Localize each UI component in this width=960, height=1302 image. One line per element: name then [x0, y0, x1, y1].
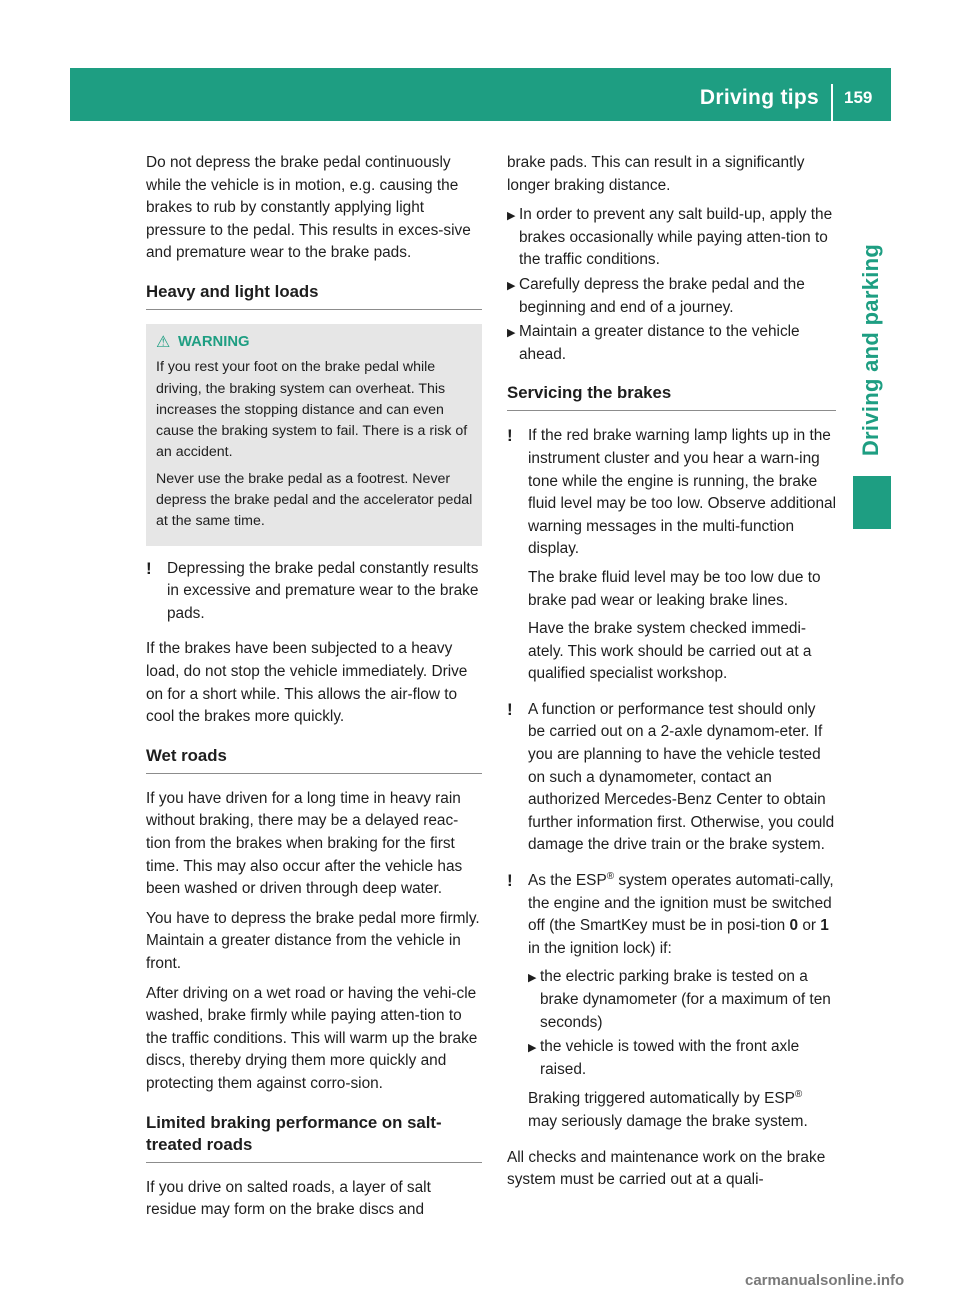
bullet-icon: ▶ — [507, 210, 516, 223]
list-item: ▶ the electric parking brake is tested on a brake dynamometer (for a maximum of ten seconds) — [528, 966, 836, 1034]
warning-label: WARNING — [178, 333, 250, 350]
warning-paragraph: Never use the brake pedal as a footrest. Never depress the brake pedal and the accelerator pedal at the same time. — [156, 470, 473, 530]
note-text: The brake fluid level may be too low due to brake pad wear or leaking brake lines. — [528, 568, 821, 609]
note-text: If the red brake warning lamp lights up in the instrument cluster and you hear a warn-ing tone while the engine is running, the brake fluid level may be too low. Observe additional warning messages in the multi-function display. — [528, 427, 836, 558]
list-item: ▶ the vehicle is towed with the front axle raised. — [528, 1036, 836, 1081]
heading-servicing-brakes: Servicing the brakes — [507, 382, 836, 411]
salt-paragraph: If you drive on salted roads, a layer of salt residue may form on the brake discs and — [146, 1178, 431, 1219]
final-paragraph: All checks and maintenance work on the brake system must be carried out at a quali- — [507, 1148, 826, 1189]
esp-bullet-list — [528, 966, 836, 1081]
note-text: Have the brake system checked immedi-ately. This work should be carried out at a qualified specialist workshop. — [528, 620, 812, 683]
exclamation-icon: ! — [146, 558, 152, 578]
list-item: ▶ Maintain a greater distance to the vehicle ahead. — [507, 321, 836, 366]
note-text: A function or performance test should only be carried out on a 2-axle dynamom-eter. If you are planning to have the vehicle tested on such a dynamometer, contact an authorized Mercedes-Benz Center to obtain further information first. Otherwise, you could damage the drive train or the brake system. — [528, 700, 835, 854]
bullet-icon: ▶ — [507, 327, 516, 340]
warning-triangle-icon: ⚠ — [156, 333, 171, 351]
salt-continued: brake pads. This can result in a significantly longer braking distance. — [507, 154, 805, 194]
header-divider — [831, 84, 833, 121]
right-column — [507, 152, 836, 1199]
chapter-tab-marker — [853, 476, 891, 529]
bullet-icon: ▶ — [528, 1042, 537, 1055]
bullet-icon: ▶ — [528, 972, 537, 985]
warning-paragraph: If you rest your foot on the brake pedal while driving, the braking system can overheat. This increases the stopping distance and can even cause the braking system to fail. There is a risk of an accident. — [156, 359, 468, 461]
note-item — [507, 870, 836, 1140]
exclamation-icon: ! — [507, 426, 513, 446]
note-item — [146, 558, 482, 632]
exclamation-icon: ! — [507, 699, 513, 719]
wet-paragraph: After driving on a wet road or having the vehi-cle washed, brake firmly while paying atten-tion to the traffic conditions. This will warm up the brake discs, thereby drying them more quickly and protecting them against corro-sion. — [146, 984, 478, 1092]
page-number: 159 — [844, 88, 873, 107]
heavy-load-paragraph: If the brakes have been subjected to a heavy load, do not stop the vehicle immediately. Drive on for a short while. This allows the air-flow to cool the brakes more quickly. — [146, 640, 468, 726]
list-item: ▶ In order to prevent any salt build-up, apply the brakes occasionally while paying atten-tion to the traffic conditions. — [507, 204, 836, 272]
bullet-icon: ▶ — [507, 279, 516, 292]
salt-bullet-list — [507, 204, 836, 366]
warning-header — [156, 332, 474, 353]
section-title: Driving tips — [699, 86, 819, 109]
note-text: Depressing the brake pedal constantly results in excessive and premature wear to the brake pads. — [167, 559, 479, 622]
heading-salt-roads: Limited braking performance on salt-treated roads — [146, 1112, 482, 1163]
left-column — [146, 152, 482, 1229]
watermark-text: carmanualsonline.info — [745, 1272, 905, 1289]
heading-heavy-light-loads: Heavy and light loads — [146, 281, 482, 310]
wet-paragraph: If you have driven for a long time in heavy rain without braking, there may be a delayed reac-tion from the brakes when braking for the first time. This may also occur after the vehicle has been washed or driven through deep water. — [146, 789, 463, 898]
note-text: As the ESP® system operates automati-cally, the engine and the ignition must be switched off (the SmartKey must be in posi-tion 0 or 1 in the ignition lock) if: — [528, 870, 834, 957]
chapter-tab-label: Driving and parking — [858, 243, 883, 457]
wet-paragraph: You have to depress the brake pedal more firmly. Maintain a greater distance from the vehicle in front. — [146, 909, 480, 972]
header-bar — [70, 68, 891, 121]
intro-paragraph: Do not depress the brake pedal continuously while the vehicle is in motion, e.g. causing the brakes to rub by constantly applying light pressure to the pedal. This results in exces-sive and premature wear to the brake pads. — [146, 154, 471, 262]
note-item — [507, 699, 836, 863]
exclamation-icon: ! — [507, 871, 513, 891]
note-item — [507, 425, 836, 692]
heading-wet-roads: Wet roads — [146, 745, 482, 774]
list-item: ▶ Carefully depress the brake pedal and the beginning and end of a journey. — [507, 274, 836, 319]
warning-box — [146, 324, 482, 546]
note-text: Braking triggered automatically by ESP® may seriously damage the brake system. — [528, 1089, 808, 1130]
